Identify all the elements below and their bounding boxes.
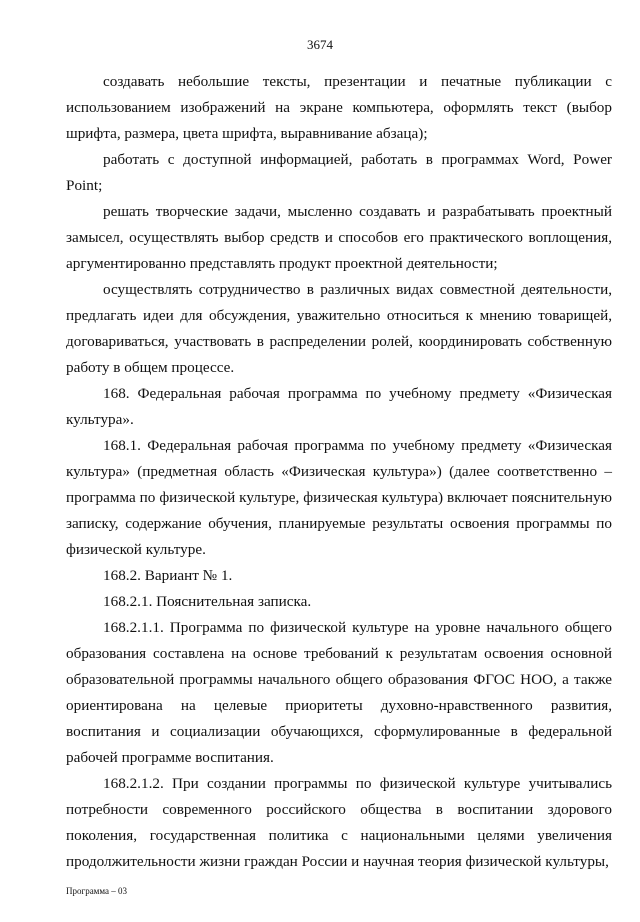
paragraph-cooperation: осуществлять сотрудничество в различных видах совместной деятельности, предлагать идеи для обсуждения, уважительно относиться к мнению товарищей, договариваться, участвовать в распределении ролей, координировать собственную работу в общем процессе. [66,281,612,376]
paragraph-create-texts: создавать небольшие тексты, презентации и печатные публикации с использованием изображений на экране компьютера, оформлять текст (выбор шрифта, размера, цвета шрифта, выравнивание абзаца); [66,73,612,142]
paragraph-168-2-1: 168.2.1. Пояснительная записка. [103,593,312,610]
paragraph-168: 168. Федеральная рабочая программа по учебному предмету «Физическая культура». [66,385,612,428]
body-text [66,69,612,875]
paragraph-creative-tasks: решать творческие задачи, мысленно создавать и разрабатывать проектный замысел, осуществлять выбор средств и способов его практического воплощения, аргументированно представлять продукт проектной деятельности; [66,203,612,272]
paragraph-168-2-1-2: 168.2.1.2. При создании программы по физической культуре учитывались потребности современного российского общества в воспитании здорового поколения, государственная политика с национальными целями увеличения продолжительности жизни граждан России и научная теория физической культуры, [66,775,612,870]
paragraph-work-programs: работать с доступной информацией, работать в программах Word, Power Point; [66,151,612,194]
paragraph-168-2: 168.2. Вариант № 1. [103,567,233,584]
paragraph-168-2-1-1: 168.2.1.1. Программа по физической культуре на уровне начального общего образования составлена на основе требований к результатам освоения основной образовательной программы начального общего образования ФГОС НОО, а также ориентирована на целевые приоритеты духовно-нравственного развития, воспитания и социализации обучающихся, сформулированные в федеральной рабочей программе воспитания. [66,619,612,766]
footer-note: Программа – 03 [66,886,128,896]
paragraph-168-1: 168.1. Федеральная рабочая программа по учебному предмету «Физическая культура» (предметная область «Физическая культура») (далее соответственно – программа по физической культуре, физическая культура) включает пояснительную записку, содержание обучения, планируемые результаты освоения программы по физической культуре. [66,437,612,558]
page-number: 3674 [307,37,333,52]
